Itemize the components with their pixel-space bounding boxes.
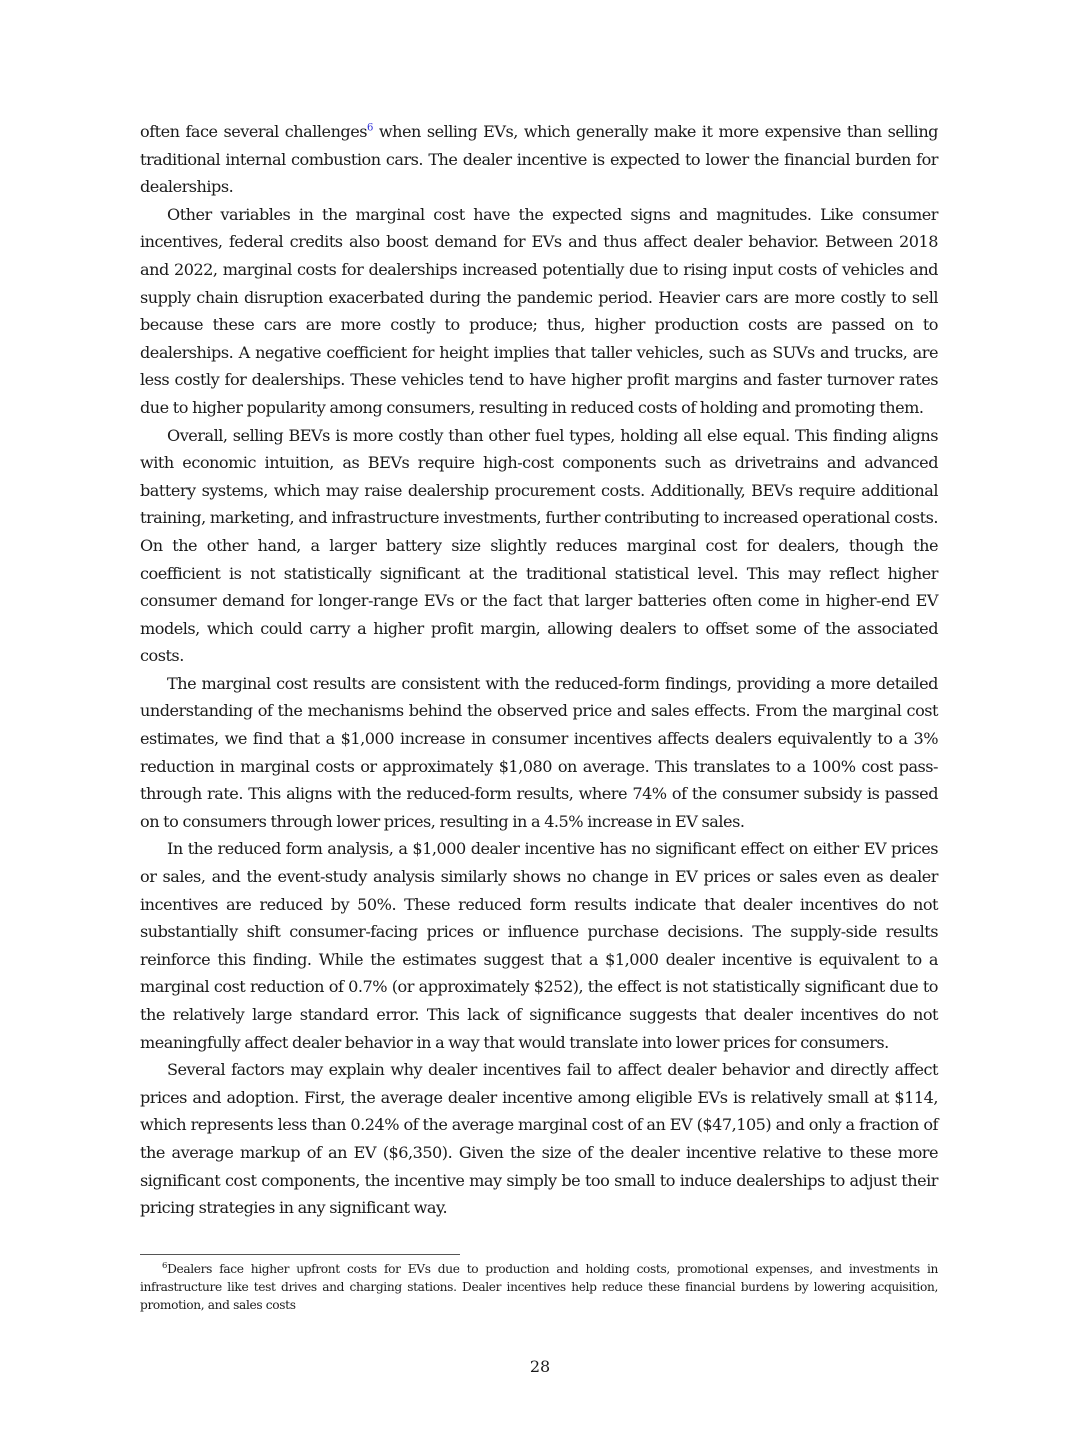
footnote-reference-6[interactable]: 6 — [367, 122, 373, 134]
paragraph-1 — [140, 118, 938, 201]
paragraph-1-text-start: often face several challenges — [140, 122, 368, 141]
footnote-separator — [140, 1254, 460, 1255]
page-number: 28 — [529, 1357, 551, 1376]
footnote-mark: 6 — [162, 1260, 168, 1271]
footnote-text: Dealers face higher upfront costs for EVs due to production and holding costs, promotional expenses, and investments in infrastructure like test drives and charging stations. Dealer incentives help reduce these financial burdens by lowering acquisition, promotion, and sales costs — [140, 1262, 938, 1312]
footnote-6 — [140, 1260, 938, 1314]
paragraph-4: The marginal cost results are consistent with the reduced-form findings, providing a more detailed understanding of the mechanisms behind the observed price and sales effects. From the marginal cost estimates, we find that a $1,000 increase in consumer incentives affects dealers equivalently to a 3% reduction in marginal costs or approximately $1,080 on average. This translates to a 100% cost pass-through rate. This aligns with the reduced-form results, where 74% of the consumer subsidy is passed on to consumers through lower prices, resulting in a 4.5% increase in EV sales. — [140, 673, 938, 831]
paragraph-1-text-end: when selling EVs, which generally make it more expensive than selling traditional internal combustion cars. The dealer incentive is expected to lower the financial burden for dealerships. — [140, 122, 938, 197]
paragraph-3: Overall, selling BEVs is more costly than other fuel types, holding all else equal. This finding aligns with economic intuition, as BEVs require high-cost components such as drivetrains and advanced battery systems, which may raise dealership procurement costs. Additionally, BEVs require additional training, marketing, and infrastructure investments, further contributing to increased operational costs. On the other hand, a larger battery size slightly reduces marginal cost for dealers, though the coefficient is not statistically significant at the traditional statistical level. This may reflect higher consumer demand for longer-range EVs or the fact that larger batteries often come in higher-end EV models, which could carry a higher profit margin, allowing dealers to offset some of the associated costs. — [140, 425, 938, 666]
main-text — [140, 118, 938, 1222]
paragraph-2: Other variables in the marginal cost have the expected signs and magnitudes. Like consumer incentives, federal credits also boost demand for EVs and thus affect dealer behavior. Between 2018 and 2022, marginal costs for dealerships increased potentially due to rising input costs of vehicles and supply chain disruption exacerbated during the pandemic period. Heavier cars are more costly to sell because these cars are more costly to produce; thus, higher production costs are passed on to dealerships. A negative coefficient for height implies that taller vehicles, such as SUVs and trucks, are less costly for dealerships. These vehicles tend to have higher profit margins and faster turnover rates due to higher popularity among consumers, resulting in reduced costs of holding and promoting them. — [140, 204, 938, 417]
paragraph-6: Several factors may explain why dealer incentives fail to affect dealer behavior and directly affect prices and adoption. First, the average dealer incentive among eligible EVs is relatively small at $114, which represents less than 0.24% of the average marginal cost of an EV ($47,105) and only a fraction of the average markup of an EV ($6,350). Given the size of the dealer incentive relative to these more significant cost components, the incentive may simply be too small to induce dealerships to adjust their pricing strategies in any significant way. — [140, 1060, 938, 1218]
paragraph-5: In the reduced form analysis, a $1,000 dealer incentive has no significant effect on either EV prices or sales, and the event-study analysis similarly shows no change in EV prices or sales even as dealer incentives are reduced by 50%. These reduced form results indicate that dealer incentives do not substantially shift consumer-facing prices or influence purchase decisions. The supply-side results reinforce this finding. While the estimates suggest that a $1,000 dealer incentive is equivalent to a marginal cost reduction of 0.7% (or approximately $252), the effect is not statistically significant due to the relatively large standard error. This lack of significance suggests that dealer incentives do not meaningfully affect dealer behavior in a way that would translate into lower prices for consumers. — [140, 839, 938, 1052]
